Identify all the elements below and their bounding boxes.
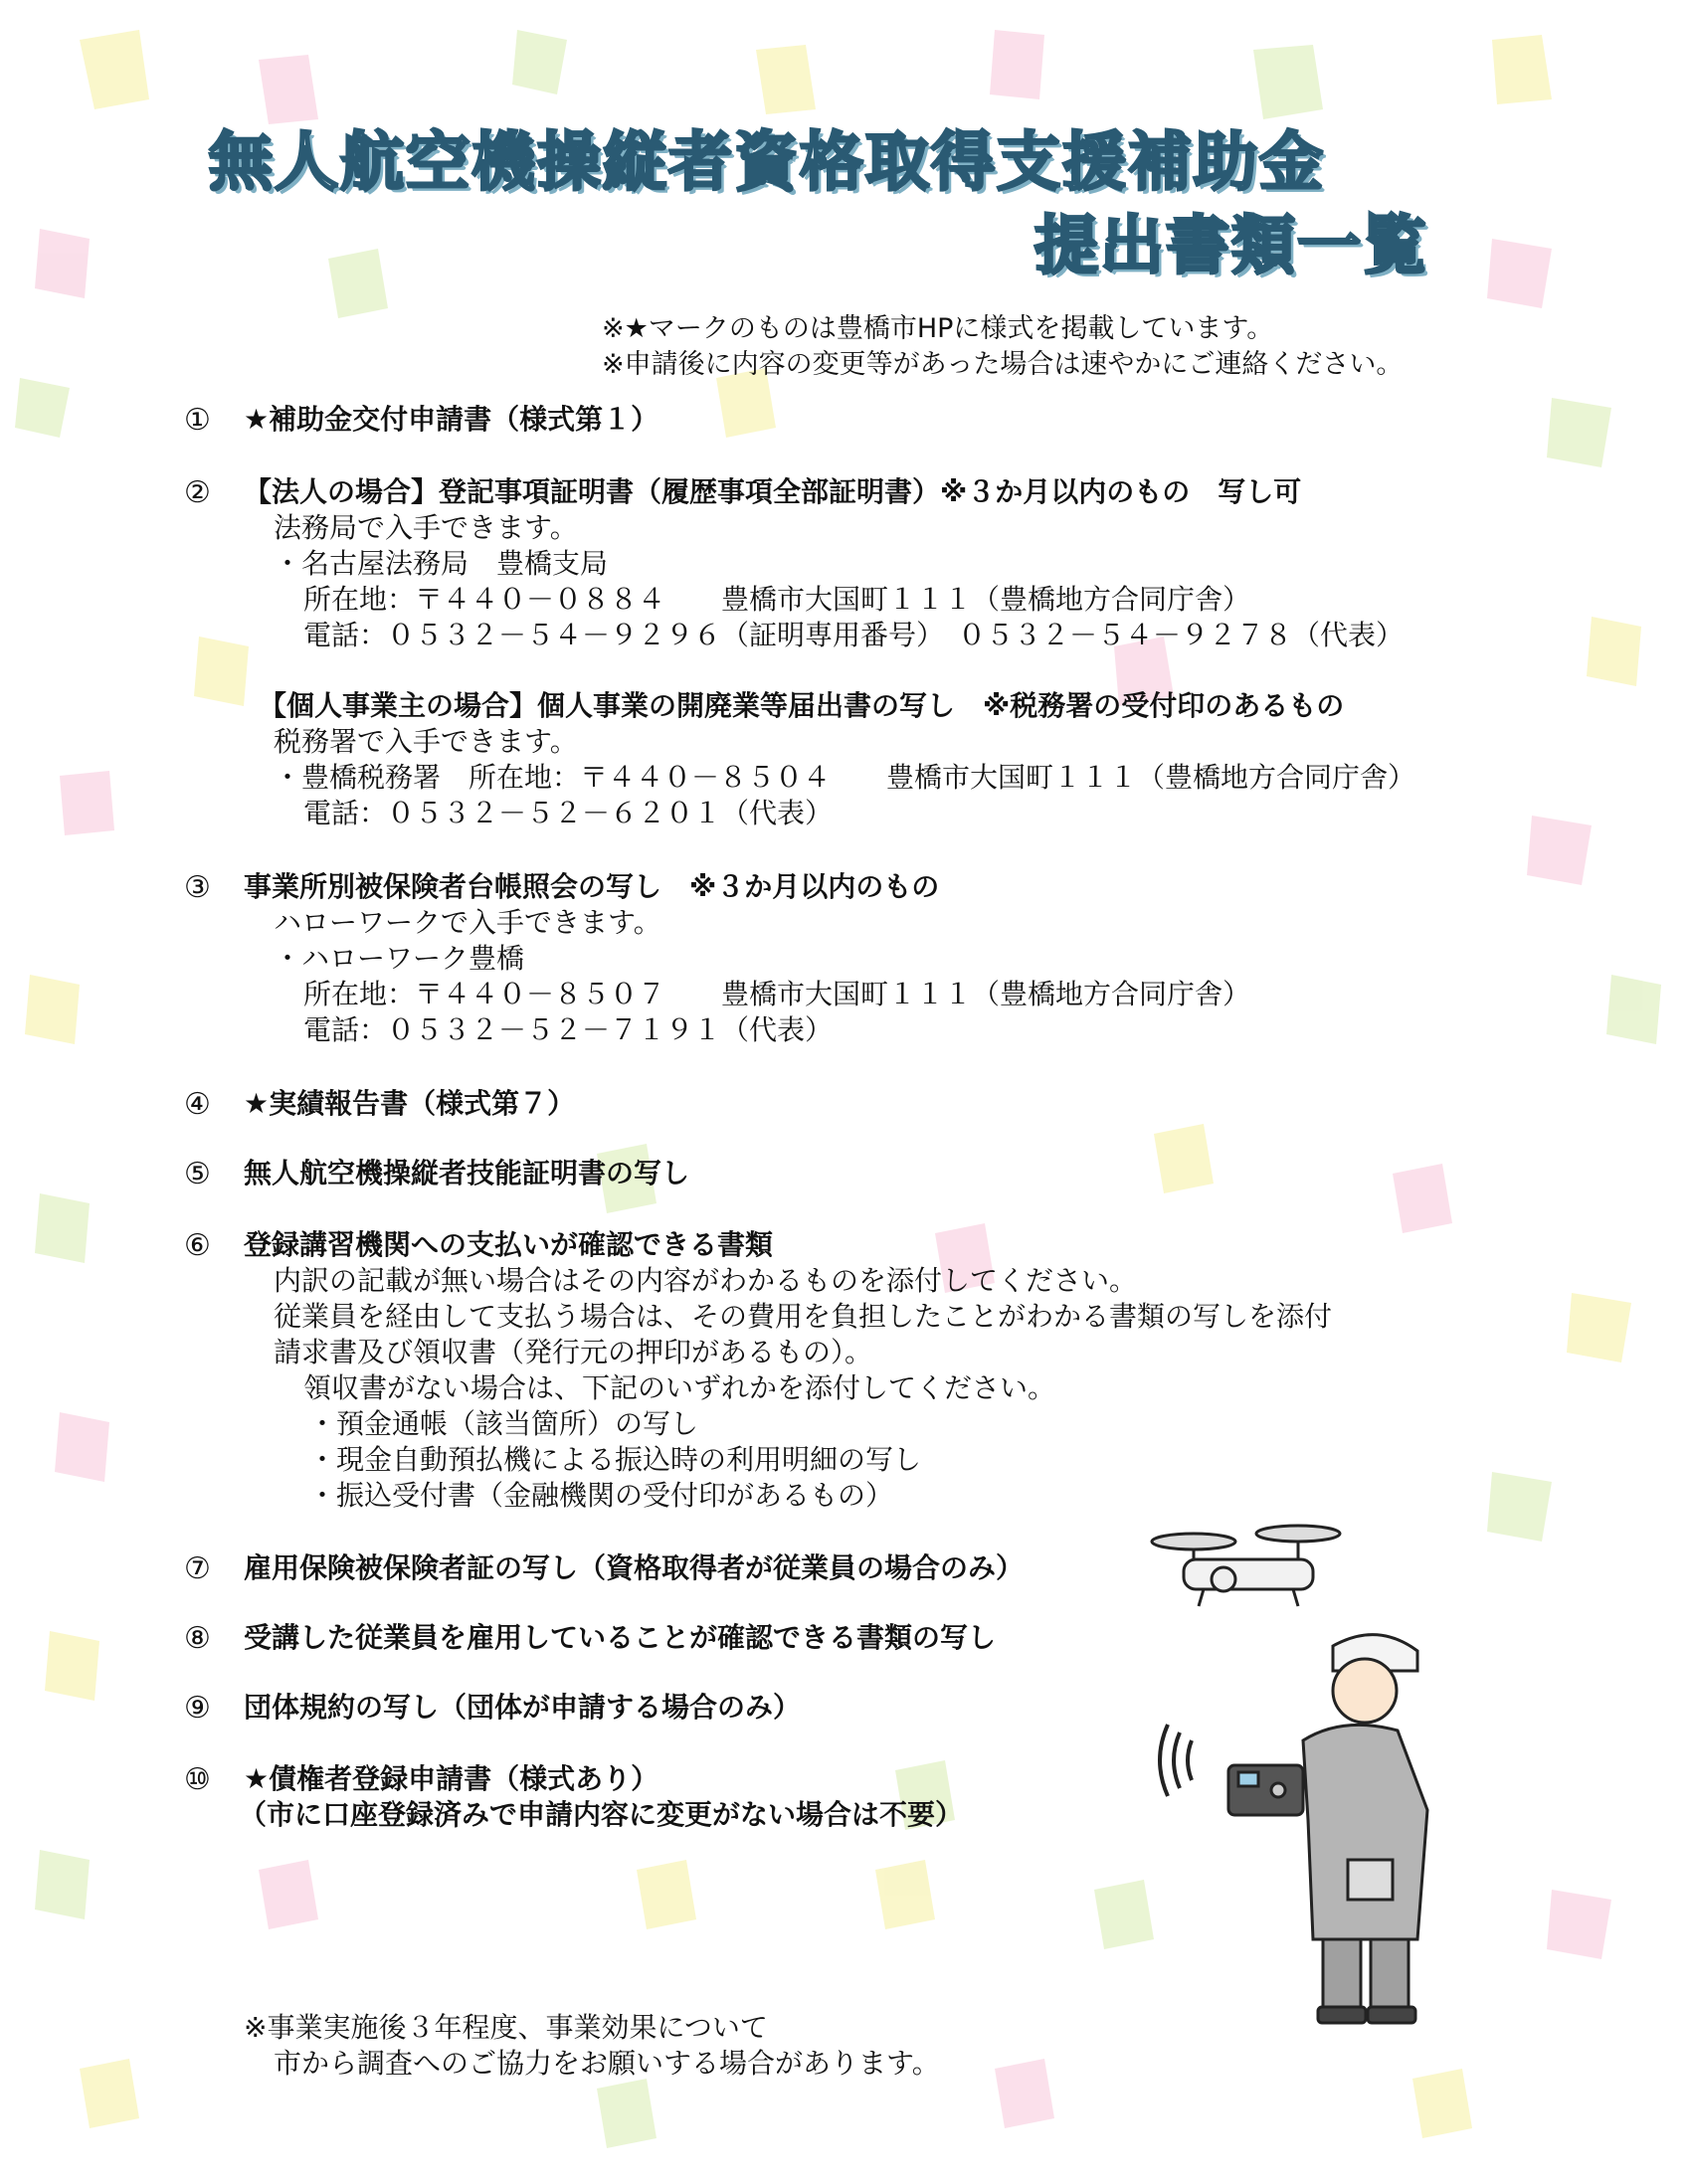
- item-10-note: （市に口座登録済みで申請内容に変更がない場合は不要）: [239, 1798, 964, 1831]
- item-5-title: 無人航空機操縦者技能証明書の写し: [244, 1157, 690, 1189]
- item-6-note-employee: 従業員を経由して支払う場合は、その費用を負担したことがわかる書類の写しを添付: [274, 1300, 1333, 1333]
- item-6-option-transfer: ・振込受付書（金融機関の受付印があるもの）: [308, 1479, 894, 1512]
- item-6-title: 登録講習機関への支払いが確認できる書類: [244, 1228, 774, 1261]
- item-number-7: ⑦: [184, 1551, 211, 1586]
- operator-figure: [1228, 1635, 1427, 2023]
- item-6-option-atm: ・現金自動預払機による振込時の利用明細の写し: [308, 1443, 922, 1476]
- item-number-3: ③: [184, 870, 211, 905]
- item-2-tax-office-address: ・豊橋税務署 所在地：〒４４０－８５０４ 豊橋市大国町１１１（豊橋地方合同庁舎）: [274, 761, 1416, 794]
- item-7-title: 雇用保険被保険者証の写し（資格取得者が従業員の場合のみ）: [244, 1551, 1025, 1584]
- note-star-mark: ※★マークのものは豊橋市HPに様式を掲載しています。: [602, 313, 1274, 344]
- item-1-title: ★補助金交付申請書（様式第１）: [244, 403, 659, 436]
- drone-icon: [1152, 1526, 1340, 1606]
- item-3-title: 事業所別被保険者台帳照会の写し ※３か月以内のもの: [244, 870, 940, 903]
- item-8-title: 受講した従業員を雇用していることが確認できる書類の写し: [244, 1621, 997, 1654]
- item-number-2: ②: [184, 475, 211, 510]
- note-contact-change: ※申請後に内容の変更等があった場合は速やかにご連絡ください。: [602, 349, 1404, 380]
- item-4-title: ★実績報告書（様式第７）: [244, 1087, 576, 1120]
- item-2-tax-office-phone: 電話：０５３２－５２－６２０１（代表）: [303, 797, 834, 829]
- item-2-title-corporation: 【法人の場合】登記事項証明書（履歴事項全部証明書）※３か月以内のもの 写し可: [244, 475, 1302, 508]
- item-6-invoice-receipt: 請求書及び領収書（発行元の押印があるもの）。: [274, 1336, 873, 1368]
- item-number-10: ⑩: [184, 1762, 211, 1797]
- item-6-option-passbook: ・預金通帳（該当箇所）の写し: [308, 1407, 699, 1440]
- item-6-no-receipt: 領収書がない場合は、下記のいずれかを添付してください。: [303, 1371, 1056, 1404]
- item-10-title: ★債権者登録申請書（様式あり）: [244, 1762, 659, 1795]
- item-2-where-to-get: 法務局で入手できます。: [274, 511, 578, 544]
- item-3-office-phone: 電話：０５３２－５２－７１９１（代表）: [303, 1013, 834, 1046]
- footer-survey-line2: 市から調査へのご協力をお願いする場合があります。: [274, 2047, 940, 2080]
- item-6-note-breakdown: 内訳の記載が無い場合はその内容がわかるものを添付してください。: [274, 1264, 1138, 1297]
- signal-waves-icon: [1160, 1725, 1192, 1796]
- item-2-office-name: ・名古屋法務局 豊橋支局: [274, 547, 609, 580]
- item-number-4: ④: [184, 1087, 211, 1122]
- item-2-tax-where-to-get: 税務署で入手できます。: [274, 725, 578, 758]
- item-number-9: ⑨: [184, 1691, 211, 1726]
- item-2-title-sole-proprietor: 【個人事業主の場合】個人事業の開廃業等届出書の写し ※税務署の受付印のあるもの: [259, 689, 1345, 722]
- item-3-where-to-get: ハローワークで入手できます。: [274, 906, 661, 939]
- footer-survey-line1: ※事業実施後３年程度、事業効果について: [244, 2011, 768, 2044]
- document-title-line1: 無人航空機操縦者資格取得支援補助金: [209, 126, 1325, 200]
- item-3-office-address: 所在地：〒４４０－８５０７ 豊橋市大国町１１１（豊橋地方合同庁舎）: [303, 978, 1251, 1010]
- item-2-office-phone: 電話：０５３２－５４－９２９６（証明専用番号） ０５３２－５４－９２７８（代表）: [303, 619, 1405, 651]
- drone-operator-illustration: [1144, 1512, 1472, 2029]
- item-2-office-address: 所在地：〒４４０－０８８４ 豊橋市大国町１１１（豊橋地方合同庁舎）: [303, 583, 1251, 616]
- item-3-office-name: ・ハローワーク豊橋: [274, 942, 525, 975]
- item-number-6: ⑥: [184, 1228, 211, 1263]
- item-number-1: ①: [184, 403, 211, 438]
- document-title-line2: 提出書類一覧: [1034, 210, 1428, 283]
- item-number-5: ⑤: [184, 1157, 211, 1191]
- item-number-8: ⑧: [184, 1621, 211, 1656]
- item-9-title: 団体規約の写し（団体が申請する場合のみ）: [244, 1691, 802, 1724]
